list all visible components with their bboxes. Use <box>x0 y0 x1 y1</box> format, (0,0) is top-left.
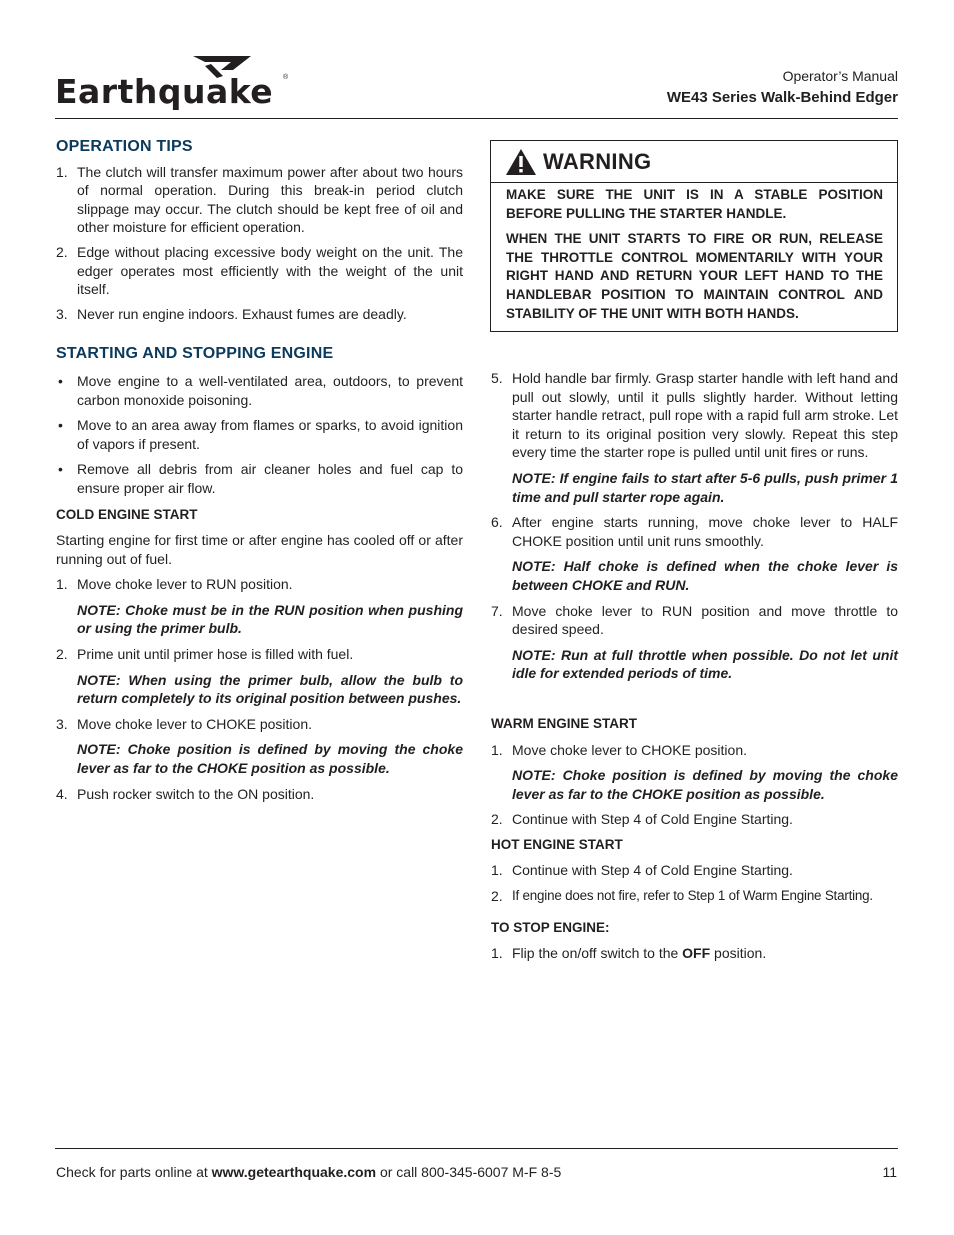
bullet-text: Move to an area away from flames or sparks, to avoid ignition of vapors if present. <box>77 417 463 452</box>
step-item <box>491 887 898 906</box>
step-note: NOTE: Choke must be in the RUN position when pushing or using the primer bulb. <box>77 601 463 637</box>
step-note: NOTE: Choke position is defined by moving the choke lever as far to the CHOKE position as possible. <box>512 767 898 802</box>
step-text: Move choke lever to CHOKE position. <box>77 715 312 732</box>
step-number: 1. <box>56 576 68 593</box>
warning-body <box>491 183 897 323</box>
footer-post: or call 800-345-6007 M-F 8-5 <box>376 1164 562 1180</box>
step-number: 6. <box>491 514 503 531</box>
step-item <box>491 944 898 963</box>
step-text: Move choke lever to RUN position. <box>77 576 293 593</box>
bullet-text: Move engine to a well-ventilated area, outdoors, to prevent carbon monoxide poisoning. <box>77 372 463 408</box>
step-item <box>56 575 463 594</box>
warm-start-heading: WARM ENGINE START <box>491 715 637 731</box>
page-number: 11 <box>882 1164 897 1180</box>
step-note: NOTE: Choke position is defined by moving the choke lever as far to the CHOKE position as possible. <box>77 741 463 777</box>
header-divider <box>55 118 898 119</box>
bullet-icon: • <box>58 461 63 478</box>
product-title: WE43 Series Walk-Behind Edger <box>666 89 898 106</box>
step-number: 1. <box>491 862 503 879</box>
bullet-icon: • <box>58 417 63 434</box>
step-number: 4. <box>56 785 68 802</box>
step-text: Push rocker switch to the ON position. <box>77 785 315 802</box>
bullet-item <box>56 416 463 453</box>
step-number: 5. <box>491 370 503 386</box>
step-text: Continue with Step 4 of Cold Engine Starting. <box>512 862 793 879</box>
step-text: Hold handle bar firmly. Grasp starter handle with left hand and pull out slowly, until it pulls slightly harder. Without letting starter handle retract, pull rope with a rapid full arm stroke. Let it return to its original position very slowly. Repeat this step every time the starter rope is pulled until unit fires or runs. <box>512 370 898 461</box>
footer-url-link[interactable]: www.getearthquake.com <box>211 1164 377 1180</box>
step-number: 2. <box>56 646 68 663</box>
warning-paragraph: WHEN THE UNIT STARTS TO FIRE OR RUN, RELEASE THE THROTTLE CONTROL MOMENTARILY WITH YOUR RIGHT HAND AND RETURN YOUR LEFT HAND TO THE HANDLEBAR POSITION TO MAINTAIN CONTROL AND STABILITY OF THE UNIT WITH BOTH HANDS. <box>506 231 883 321</box>
stop-text-post: position. <box>710 945 767 962</box>
footer-pre: Check for parts online at <box>56 1164 212 1180</box>
warning-paragraph: MAKE SURE THE UNIT IS IN A STABLE POSITION BEFORE PULLING THE STARTER HANDLE. <box>506 187 883 221</box>
hot-start-heading: HOT ENGINE START <box>491 836 623 852</box>
bullet-item <box>56 460 463 497</box>
list-item <box>56 243 463 299</box>
warning-title: WARNING <box>543 148 652 174</box>
step-note: NOTE: When using the primer bulb, allow the bulb to return completely to its original position between pushes. <box>77 671 463 707</box>
step-number: 7. <box>491 602 503 619</box>
step-item <box>491 602 898 639</box>
bullet-icon: • <box>58 372 63 389</box>
footer-text <box>56 1164 561 1180</box>
item-number: 3. <box>56 305 68 322</box>
step-note: NOTE: Run at full throttle when possible. Do not let unit idle for extended periods of time. <box>512 646 898 682</box>
step-item <box>491 861 898 880</box>
left-column <box>56 138 463 803</box>
step-number: 2. <box>491 811 503 828</box>
step-number: 2. <box>491 888 503 905</box>
step-text: Prime unit until primer hose is filled with fuel. <box>77 646 354 663</box>
step-item <box>56 785 463 804</box>
cold-start-intro: Starting engine for first time or after engine has cooled off or after running out of fuel. <box>56 532 463 567</box>
item-number: 1. <box>56 163 68 180</box>
step-number: 3. <box>56 715 68 732</box>
warning-header <box>491 141 897 183</box>
item-number: 2. <box>56 243 68 260</box>
step-item <box>491 810 898 829</box>
step-item <box>491 741 898 760</box>
step-text: After engine starts running, move choke lever to HALF CHOKE position until unit runs smoothly. <box>512 514 898 549</box>
doc-type: Operator’s Manual <box>782 68 898 84</box>
step-item <box>56 715 463 734</box>
stop-text-off: OFF <box>682 945 711 962</box>
step-text: Continue with Step 4 of Cold Engine Starting. <box>512 811 793 828</box>
right-column <box>491 369 898 963</box>
item-text: Edge without placing excessive body weight on the unit. The edger operates most efficiently with the weight of the unit itself. <box>77 243 463 298</box>
cold-start-heading: COLD ENGINE START <box>56 506 198 522</box>
registered-mark: ® <box>283 74 289 81</box>
step-note: NOTE: Half choke is defined when the choke lever is between CHOKE and RUN. <box>512 558 898 593</box>
warning-box <box>490 140 898 332</box>
operation-tips-heading: OPERATION TIPS <box>56 138 193 155</box>
step-note: NOTE: If engine fails to start after 5-6 pulls, push primer 1 time and pull starter rope again. <box>512 469 898 505</box>
starting-stopping-heading: STARTING AND STOPPING ENGINE <box>56 345 334 363</box>
stop-text-pre: Flip the on/off switch to the <box>512 945 683 962</box>
step-text: If engine does not fire, refer to Step 1 of Warm Engine Starting. <box>512 888 873 904</box>
bullet-text: Remove all debris from air cleaner holes and fuel cap to ensure proper air flow. <box>77 461 463 496</box>
stop-engine-heading: TO STOP ENGINE: <box>491 919 610 935</box>
step-text <box>512 944 898 963</box>
logo-wordmark: Earthquake <box>55 72 274 111</box>
brand-logo <box>55 52 295 114</box>
step-text: Move choke lever to CHOKE position. <box>512 741 747 758</box>
step-number: 1. <box>491 741 503 758</box>
list-item <box>56 305 463 324</box>
footer-divider <box>55 1148 898 1149</box>
item-text: Never run engine indoors. Exhaust fumes are deadly. <box>77 305 407 322</box>
bullet-item <box>56 372 463 409</box>
list-item <box>56 163 463 237</box>
step-item <box>491 513 898 550</box>
step-text: Move choke lever to RUN position and move throttle to desired speed. <box>512 602 898 638</box>
item-text: The clutch will transfer maximum power after about two hours of normal operation. During this break-in period clutch slippage may occur. The clutch should be kept free of oil and other moisture for efficient operation. <box>77 163 463 236</box>
step-item <box>491 369 898 462</box>
step-item <box>56 645 463 664</box>
step-number: 1. <box>491 945 503 962</box>
warning-triangle-icon <box>505 148 537 176</box>
